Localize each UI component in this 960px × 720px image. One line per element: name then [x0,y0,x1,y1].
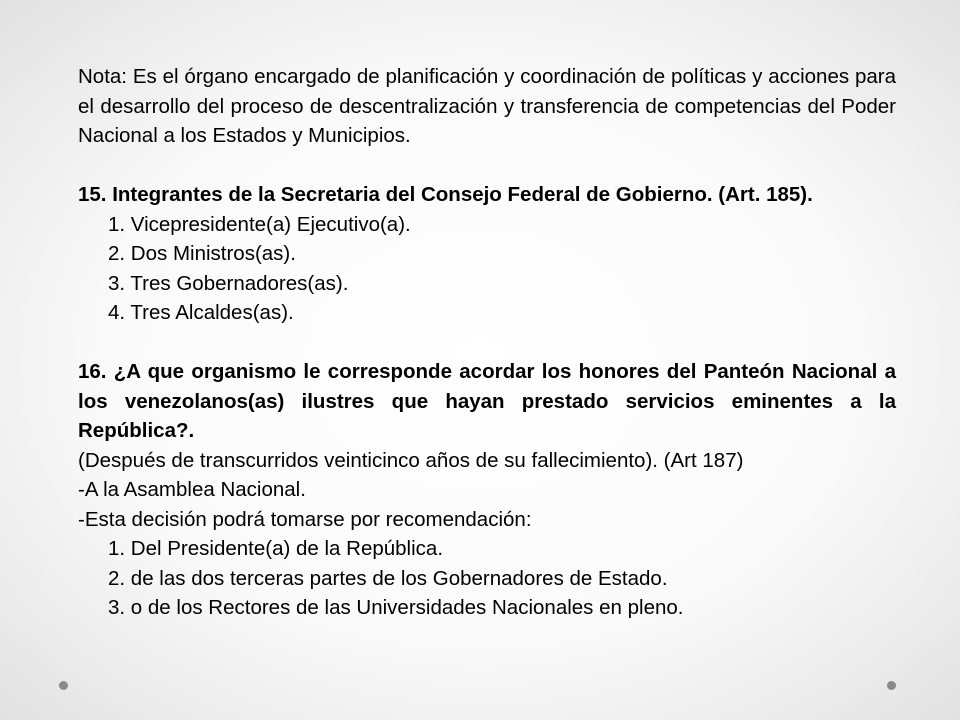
list-item: 2. de las dos terceras partes de los Gobernadores de Estado. [108,566,668,590]
decorative-dot-left [59,681,68,690]
question-16-context: (Después de transcurridos veinticinco años de su fallecimiento). (Art 187) [78,448,744,472]
list-item: 3. o de los Rectores de las Universidades Nacionales en pleno. [108,596,684,619]
list-item: 4. Tres Alcaldes(as). [108,301,294,324]
list-item: 1. Vicepresidente(a) Ejecutivo(a). [108,212,411,236]
spacer [78,151,896,181]
spacer [78,328,896,358]
question-15-title: 15. Integrantes de la Secretaria del Consejo Federal de Gobierno. (Art. 185). [78,183,813,206]
question-16-recommendation-intro: -Esta decisión podrá tomarse por recomendación: [78,507,532,531]
question-15-list [78,210,896,328]
note-paragraph: Nota: Es el órgano encargado de planificación y coordinación de políticas y acciones para el desarrollo del proceso de descentralización y transferencia de competencias del Poder Nacional a los Estados y Municipios. [78,65,896,147]
question-16-title: 16. ¿A que organismo le corresponde acordar los honores del Panteón Nacional a los venezolanos(as) ilustres que hayan prestado servicios eminentes a la República?. [78,360,896,442]
list-item: 2. Dos Ministros(as). [108,242,296,265]
decorative-dot-right [887,681,896,690]
list-item: 1. Del Presidente(a) de la República. [108,537,444,560]
slide-content [78,62,896,623]
question-16-list [78,534,896,623]
question-16-answer: -A la Asamblea Nacional. [78,478,306,501]
list-item: 3. Tres Gobernadores(as). [108,271,349,295]
